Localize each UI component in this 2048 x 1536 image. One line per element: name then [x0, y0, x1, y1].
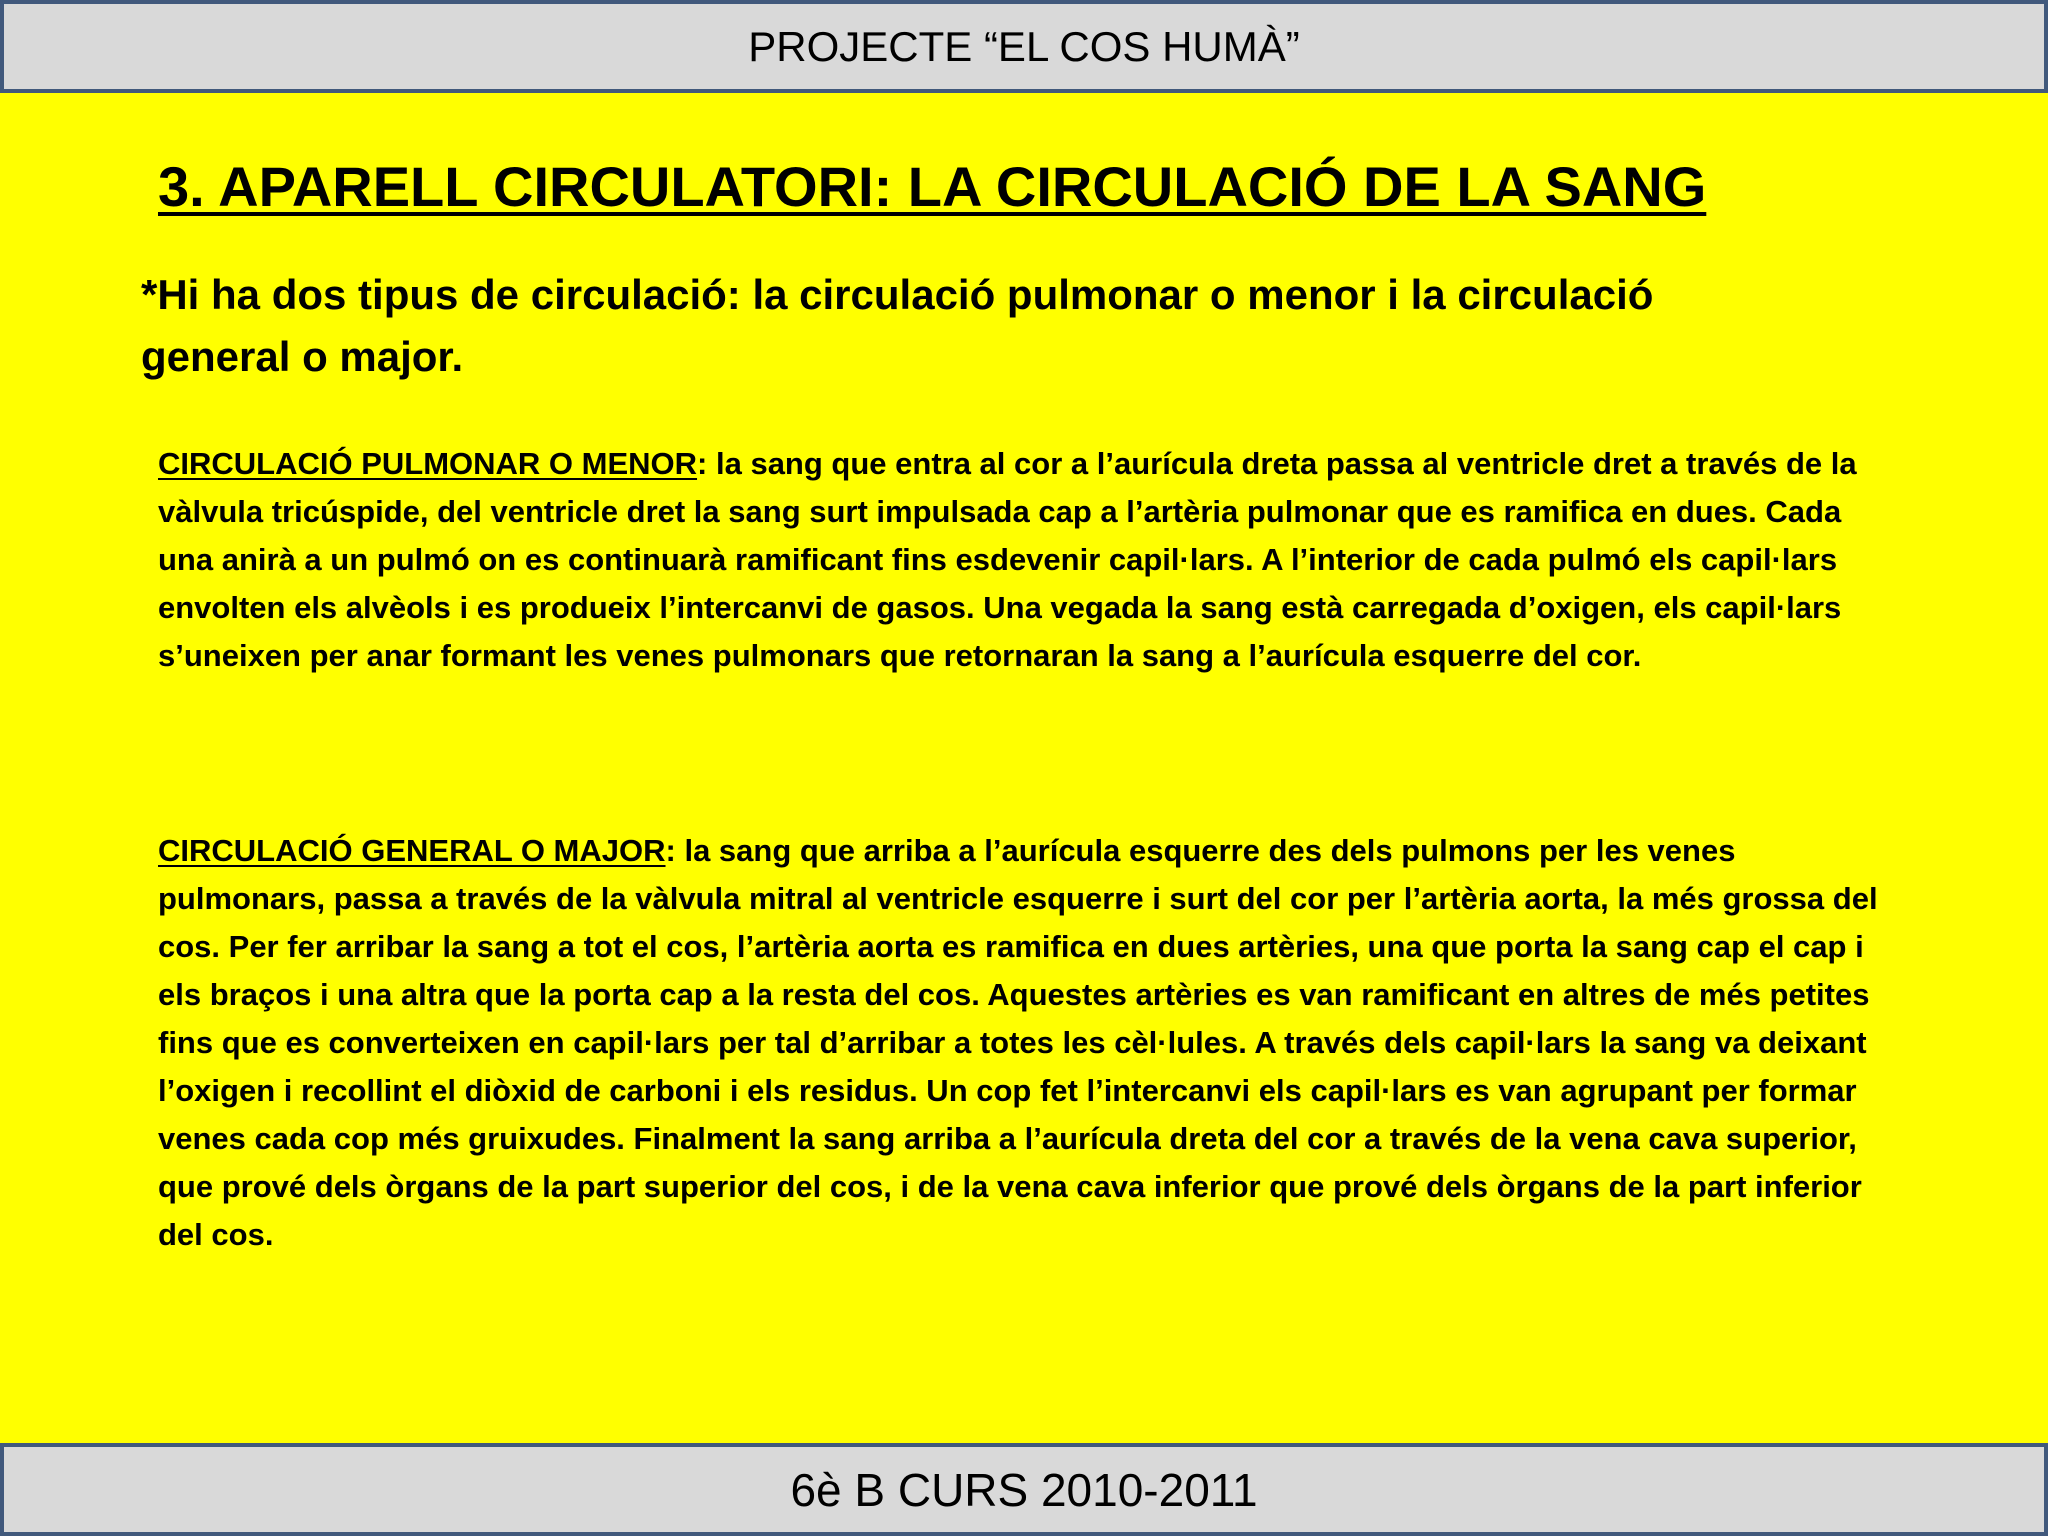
section-general-separator: : — [665, 833, 685, 868]
page-title: 3. APARELL CIRCULATORI: LA CIRCULACIÓ DE LA SANG — [158, 155, 1707, 218]
section-general — [158, 827, 1878, 1259]
intro-text: *Hi ha dos tipus de circulació: la circulació pulmonar o menor i la circulació general o major. — [141, 271, 1654, 380]
section-pulmonar-separator: : — [697, 446, 716, 481]
header-banner — [0, 0, 2048, 93]
section-general-body: la sang que arriba a l’aurícula esquerre des dels pulmons per les venes pulmonars, passa a través de la vàlvula mitral al ventricle esquerre i surt del cor per l’artèria aorta, la més grossa del cos. Per fer arribar la sang a tot el cos, l’artèria aorta es ramifica en dues artèries, una que porta la sang cap el cap i els braços i una altra que la porta cap a la resta del cos. Aquestes artèries es van ramificant en altres de més petites fins que es converteixen en capil·lars per tal d’arribar a totes les cèl·lules. A través dels capil·lars la sang va deixant l’oxigen i recollint el diòxid de carboni i els residus. Un cop fet l’intercanvi els capil·lars es van agrupant per formar venes cada cop més gruixudes. Finalment la sang arriba a l’aurícula dreta del cor a través de la vena cava superior, que prové dels òrgans de la part superior del cos, i de la vena cava inferior que prové dels òrgans de la part inferior del cos. — [158, 833, 1878, 1252]
section-pulmonar-heading: CIRCULACIÓ PULMONAR O MENOR — [158, 446, 698, 481]
footer-banner — [0, 1443, 2048, 1536]
header-title: PROJECTE “EL COS HUMÀ” — [748, 22, 1300, 70]
footer-text: 6è B CURS 2010-2011 — [790, 1463, 1258, 1516]
section-general-heading: CIRCULACIÓ GENERAL O MAJOR — [158, 833, 666, 868]
section-pulmonar — [158, 440, 1878, 680]
section-pulmonar-body: la sang que entra al cor a l’aurícula dreta passa al ventricle dret a través de la vàlvula tricúspide, del ventricle dret la sang surt impulsada cap a l’artèria pulmonar que es ramifica en dues. Cada una anirà a un pulmó on es continuarà ramificant fins esdevenir capil·lars. A l’interior de cada pulmó els capil·lars envolten els alvèols i es produeix l’intercanvi de gasos. Una vegada la sang està carregada d’oxigen, els capil·lars s’uneixen per anar formant les venes pulmonars que retornaran la sang a l’aurícula esquerre del cor. — [158, 446, 1857, 673]
